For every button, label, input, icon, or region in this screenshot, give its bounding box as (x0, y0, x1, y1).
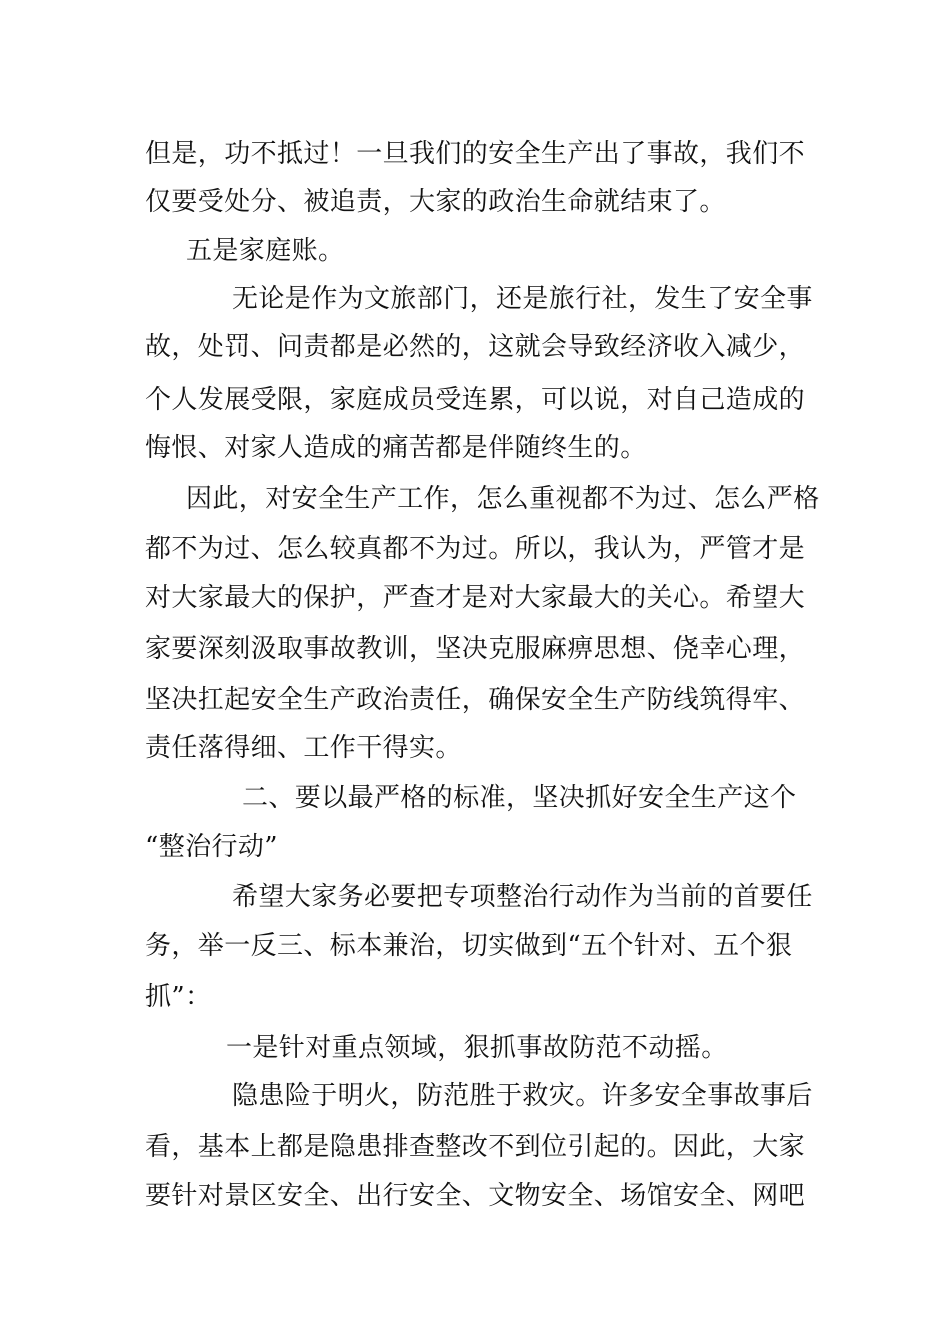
text-line-21: 看，基本上都是隐患排查整改不到位引起的。因此，大家 (145, 1132, 806, 1162)
text-line-17: 务，举一反三、标本兼治，切实做到“五个针对、五个狠 (145, 931, 793, 961)
text-line-4: 无论是作为文旅部门，还是旅行社，发生了安全事 (232, 284, 813, 314)
text-line-7: 悔恨、对家人造成的痛苦都是伴随终生的。 (145, 433, 647, 463)
text-line-15: “整治行动” (145, 832, 278, 862)
text-line-20: 隐患险于明火，防范胜于救灾。许多安全事故事后 (232, 1081, 813, 1111)
text-line-16: 希望大家务必要把专项整治行动作为当前的首要任 (232, 882, 813, 912)
text-line-3: 五是家庭账。 (186, 236, 345, 266)
text-line-6: 个人发展受限，家庭成员受连累，可以说，对自己造成的 (145, 385, 806, 415)
text-line-10: 对大家最大的保护，严查才是对大家最大的关心。希望大 (145, 583, 806, 613)
text-line-8: 因此，对安全生产工作，怎么重视都不为过、怎么严格 (186, 484, 820, 514)
text-line-1: 但是，功不抵过！一旦我们的安全生产出了事故，我们不 (145, 139, 806, 169)
text-line-22: 要针对景区安全、出行安全、文物安全、场馆安全、网吧 (145, 1181, 806, 1211)
text-line-13: 责任落得细、工作干得实。 (145, 733, 462, 763)
text-line-2: 仅要受处分、被追责，大家的政治生命就结束了。 (145, 187, 726, 217)
text-line-11: 家要深刻汲取事故教训，坚决克服麻痹思想、侥幸心理， (145, 634, 806, 664)
text-line-18: 抓”： (145, 982, 212, 1012)
text-line-12: 坚决扛起安全生产政治责任，确保安全生产防线筑得牢、 (145, 685, 806, 715)
text-line-19: 一是针对重点领域，狠抓事故防范不动摇。 (226, 1033, 728, 1063)
text-line-9: 都不为过、怎么较真都不为过。所以，我认为，严管才是 (145, 534, 806, 564)
text-line-5: 故，处罚、问责都是必然的，这就会导致经济收入减少， (145, 332, 806, 362)
text-line-14: 二、要以最严格的标准，坚决抓好安全生产这个 (242, 783, 797, 813)
